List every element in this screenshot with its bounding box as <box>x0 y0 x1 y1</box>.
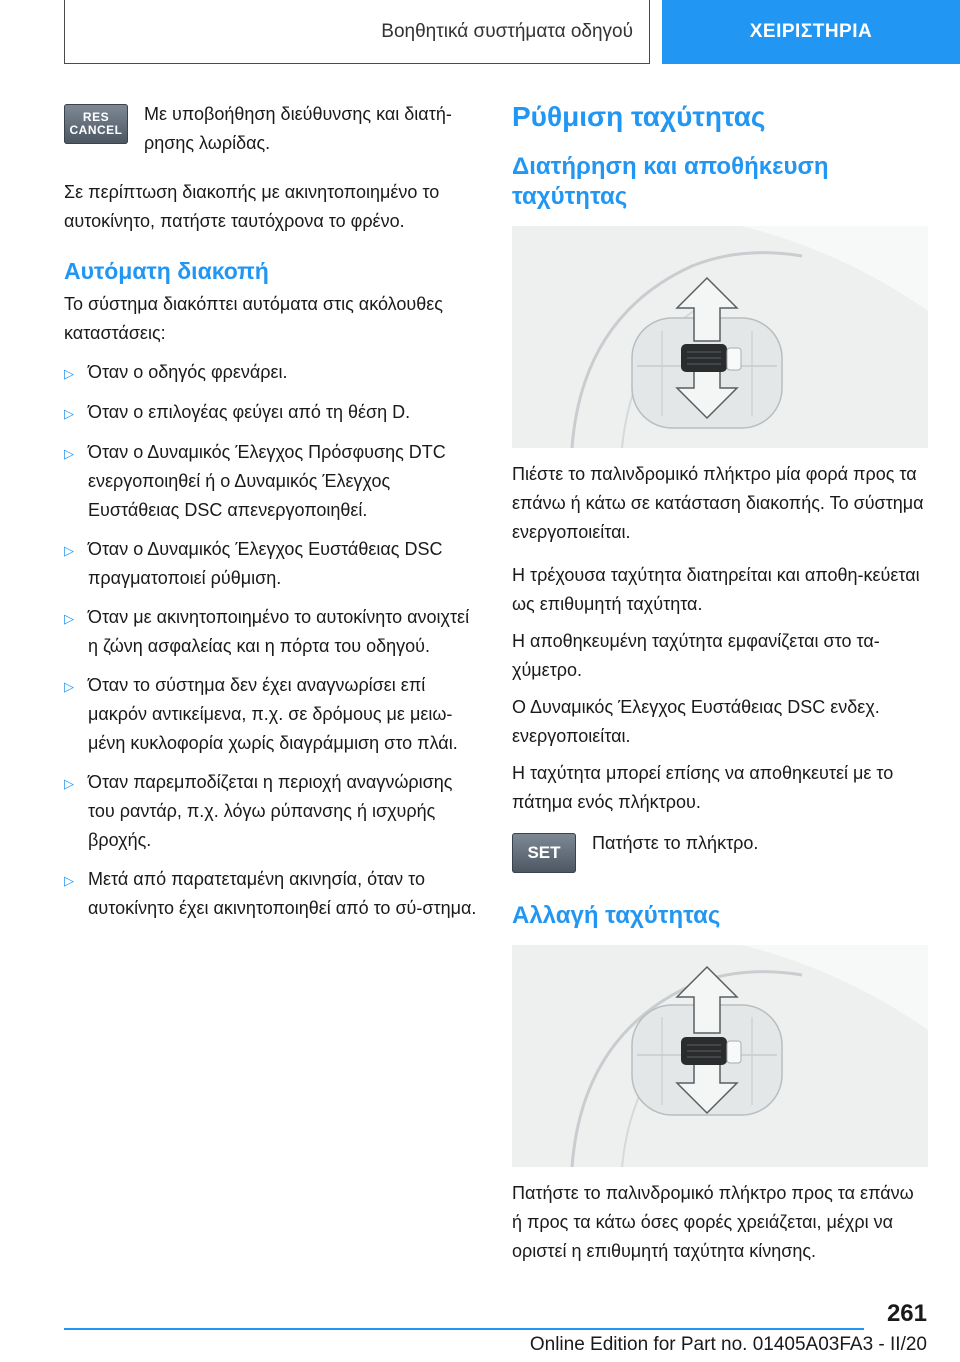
res-cancel-text: Με υποβοήθηση διεύθυνσης και διατή-ρησης λωρίδας. <box>144 104 452 153</box>
list-item-text: Όταν ο Δυναμικός Έλεγχος Ευστάθειας DSC πραγματοποιεί ρύθμιση. <box>88 539 443 588</box>
steering-wheel-figure-1 <box>512 226 928 448</box>
cancel-label: CANCEL <box>69 123 123 137</box>
steering-wheel-rocker-icon <box>512 226 928 448</box>
list-item <box>64 768 480 855</box>
header-chapter-tab[interactable] <box>662 0 960 64</box>
triangle-bullet-icon: ▷ <box>64 366 74 381</box>
triangle-bullet-icon: ▷ <box>64 406 74 421</box>
paragraph-keep-speed-2: Η τρέχουσα ταχύτητα διατηρείται και αποθη-κεύεται ως επιθυμητή ταχύτητα. <box>512 565 920 614</box>
list-item <box>64 438 480 525</box>
list-item <box>64 671 480 758</box>
bullet-list <box>64 358 480 923</box>
res-label: RES <box>82 110 110 124</box>
paragraph-interruption: Σε περίπτωση διακοπής με ακινητοποιημένο το αυτοκίνητο, πατήστε ταυτόχρονα το φρένο. <box>64 182 440 231</box>
steering-wheel-rocker-icon <box>512 945 928 1167</box>
list-item-text: Όταν ο επιλογέας φεύγει από τη θέση D. <box>88 402 411 422</box>
list-item-text: Όταν ο Δυναμικός Έλεγχος Πρόσφυσης DTC ενεργοποιηθεί ή ο Δυναμικός Έλεγχος Ευστάθειας DSC απενεργοποιηθεί. <box>88 442 446 520</box>
heading-keep-speed: Διατήρηση και αποθήκευση ταχύτητας <box>512 153 829 210</box>
footer-divider <box>64 1328 864 1330</box>
set-row <box>512 831 928 873</box>
list-item-text: Όταν παρεμποδίζεται η περιοχή αναγνώρισης του ραντάρ, π.χ. λόγω ρύπανσης ή ισχυρής βροχής. <box>88 772 453 850</box>
left-column <box>64 100 480 933</box>
list-item-text: Όταν το σύστημα δεν έχει αναγνωρίσει επί μακρόν αντικείμενα, π.χ. σε δρόμους με μειω-μένη κυκλοφορία χωρίς διαγράμμιση στο πλάι. <box>88 675 458 753</box>
footer-edition: Online Edition for Part no. 01405A03FA3 - II/20 <box>529 1334 927 1355</box>
paragraph-keep-speed-4: Ο Δυναμικός Έλεγχος Ευστάθειας DSC ενδεχ. ενεργοποιείται. <box>512 697 880 746</box>
triangle-bullet-icon: ▷ <box>64 543 74 558</box>
paragraph-keep-speed-3: Η αποθηκευμένη ταχύτητα εμφανίζεται στο τα-χύμετρο. <box>512 631 880 680</box>
paragraph-auto-interrupt: Το σύστημα διακόπτει αυτόματα στις ακόλουθες καταστάσεις: <box>64 294 443 343</box>
heading-change-speed: Αλλαγή ταχύτητας <box>512 902 721 929</box>
triangle-bullet-icon: ▷ <box>64 679 74 694</box>
res-cancel-button-icon <box>64 104 128 144</box>
header-section <box>64 0 650 64</box>
paragraph-keep-speed: Πιέστε το παλινδρομικό πλήκτρο μία φορά προς τα επάνω ή κάτω σε κατάσταση διακοπής. Το σύστημα ενεργοποιείται. <box>512 464 924 542</box>
page-number: 261 <box>886 1300 927 1327</box>
steering-wheel-figure-2 <box>512 945 928 1167</box>
list-item <box>64 535 480 593</box>
list-item <box>64 865 480 923</box>
heading-speed-setting: Ρύθμιση ταχύτητας <box>512 101 766 132</box>
triangle-bullet-icon: ▷ <box>64 873 74 888</box>
heading-auto-interrupt: Αυτόματη διακοπή <box>64 258 269 284</box>
list-item <box>64 398 480 428</box>
list-item <box>64 603 480 661</box>
set-button-icon: SET <box>512 833 576 873</box>
triangle-bullet-icon: ▷ <box>64 776 74 791</box>
paragraph-change-speed: Πατήστε το παλινδρομικό πλήκτρο προς τα επάνω ή προς τα κάτω όσες φορές χρειάζεται, μέχρι να οριστεί η επιθυμητή ταχύτητα κίνησης. <box>512 1183 914 1261</box>
triangle-bullet-icon: ▷ <box>64 611 74 626</box>
set-text: Πατήστε το πλήκτρο. <box>592 833 759 853</box>
header-section-title: Βοηθητικά συστήματα οδηγού <box>381 20 633 42</box>
triangle-bullet-icon: ▷ <box>64 446 74 461</box>
right-column <box>512 100 928 1266</box>
list-item-text: Μετά από παρατεταμένη ακινησία, όταν το αυτοκίνητο έχει ακινητοποιηθεί από το σύ-στημα. <box>88 869 477 918</box>
res-cancel-row <box>64 104 480 158</box>
list-item-text: Όταν ο οδηγός φρενάρει. <box>88 362 288 382</box>
header-chapter-title: ΧΕΙΡΙΣΤΗΡΙΑ <box>749 21 873 42</box>
list-item-text: Όταν με ακινητοποιημένο το αυτοκίνητο ανοιχτεί η ζώνη ασφαλείας και η πόρτα του οδηγού. <box>88 607 470 656</box>
paragraph-keep-speed-5: Η ταχύτητα μπορεί επίσης να αποθηκευτεί με το πάτημα ενός πλήκτρου. <box>512 763 894 812</box>
list-item <box>64 358 480 388</box>
